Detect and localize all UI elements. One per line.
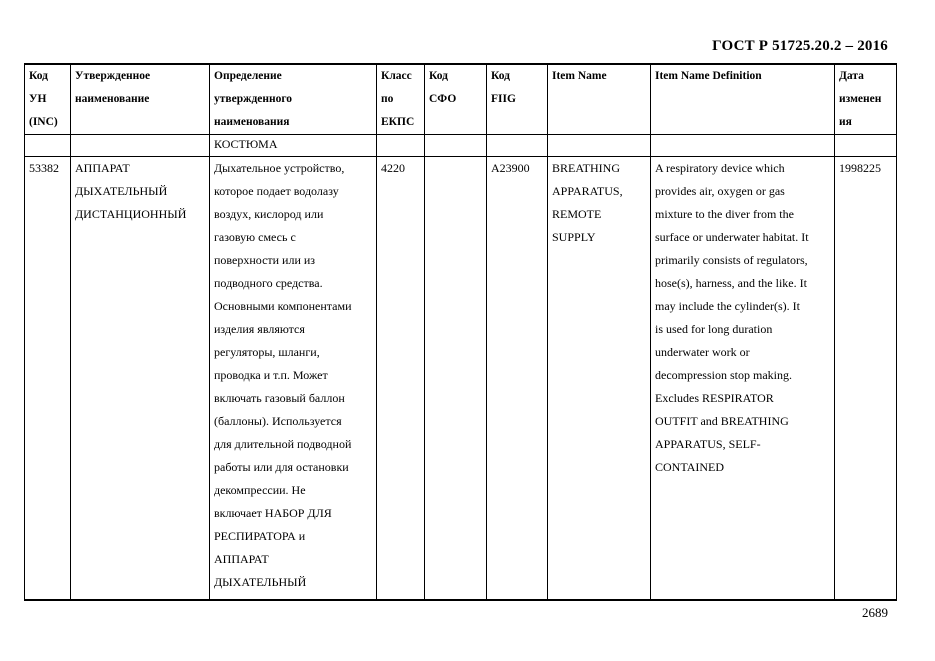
- table-header-row: [25, 64, 897, 135]
- column-header-sfo-code: Код СФО: [425, 64, 487, 135]
- table-cell: [25, 135, 71, 157]
- column-header-change-date: Дата изменен ия: [835, 64, 897, 135]
- definition-cell: Дыхательное устройство, которое подает водолазу воздух, кислород или газовую смесь с поверхности или из подводного средства. Основными компонентами изделия являются регуляторы, шланги, проводка и т.п. Может включать газовый баллон (баллоны). Используется для длительной подводной работы или для остановки декомпрессии. Не включает НАБОР ДЛЯ РЕСПИРАТОРА и АППАРАТ ДЫХАТЕЛЬНЫЙ: [210, 157, 377, 601]
- column-header-approved-name: Утвержденное наименование: [71, 64, 210, 135]
- column-header-definition: Определение утвержденного наименования: [210, 64, 377, 135]
- continuation-row: [25, 135, 897, 157]
- column-header-fiig-code: Код FIIG: [487, 64, 548, 135]
- item-name-definition-cell: A respiratory device which provides air, oxygen or gas mixture to the diver from the surface or underwater habitat. It primarily consists of regulators, hose(s), harness, and the like. It may include the cylinder(s). It is used for long duration underwater work or decompression stop making. Excludes RESPIRATOR OUTFIT and BREATHING APPARATUS, SELF- CONTAINED: [651, 157, 835, 601]
- table-cell: [651, 135, 835, 157]
- table-cell: [377, 135, 425, 157]
- inc-cell: 53382: [25, 157, 71, 601]
- table-cell: [835, 135, 897, 157]
- column-header-item-name-definition: Item Name Definition: [651, 64, 835, 135]
- column-header-item-name: Item Name: [548, 64, 651, 135]
- sfo-code-cell: [425, 157, 487, 601]
- document-standard-title: ГОСТ Р 51725.20.2 – 2016: [712, 38, 888, 54]
- page-number: 2689: [862, 605, 888, 620]
- ekps-class-cell: 4220: [377, 157, 425, 601]
- item-name-cell: BREATHING APPARATUS, REMOTE SUPPLY: [548, 157, 651, 601]
- fiig-code-cell: A23900: [487, 157, 548, 601]
- table-cell: КОСТЮМА: [210, 135, 377, 157]
- approved-name-cell: АППАРАТ ДЫХАТЕЛЬНЫЙ ДИСТАНЦИОННЫЙ: [71, 157, 210, 601]
- table-row: [25, 157, 897, 601]
- column-header-inc: Код УН (INC): [25, 64, 71, 135]
- table-cell: [71, 135, 210, 157]
- change-date-cell: 1998225: [835, 157, 897, 601]
- table-cell: [487, 135, 548, 157]
- column-header-ekps-class: Класс по ЕКПС: [377, 64, 425, 135]
- table-cell: [548, 135, 651, 157]
- specification-table: [24, 63, 897, 601]
- table-cell: [425, 135, 487, 157]
